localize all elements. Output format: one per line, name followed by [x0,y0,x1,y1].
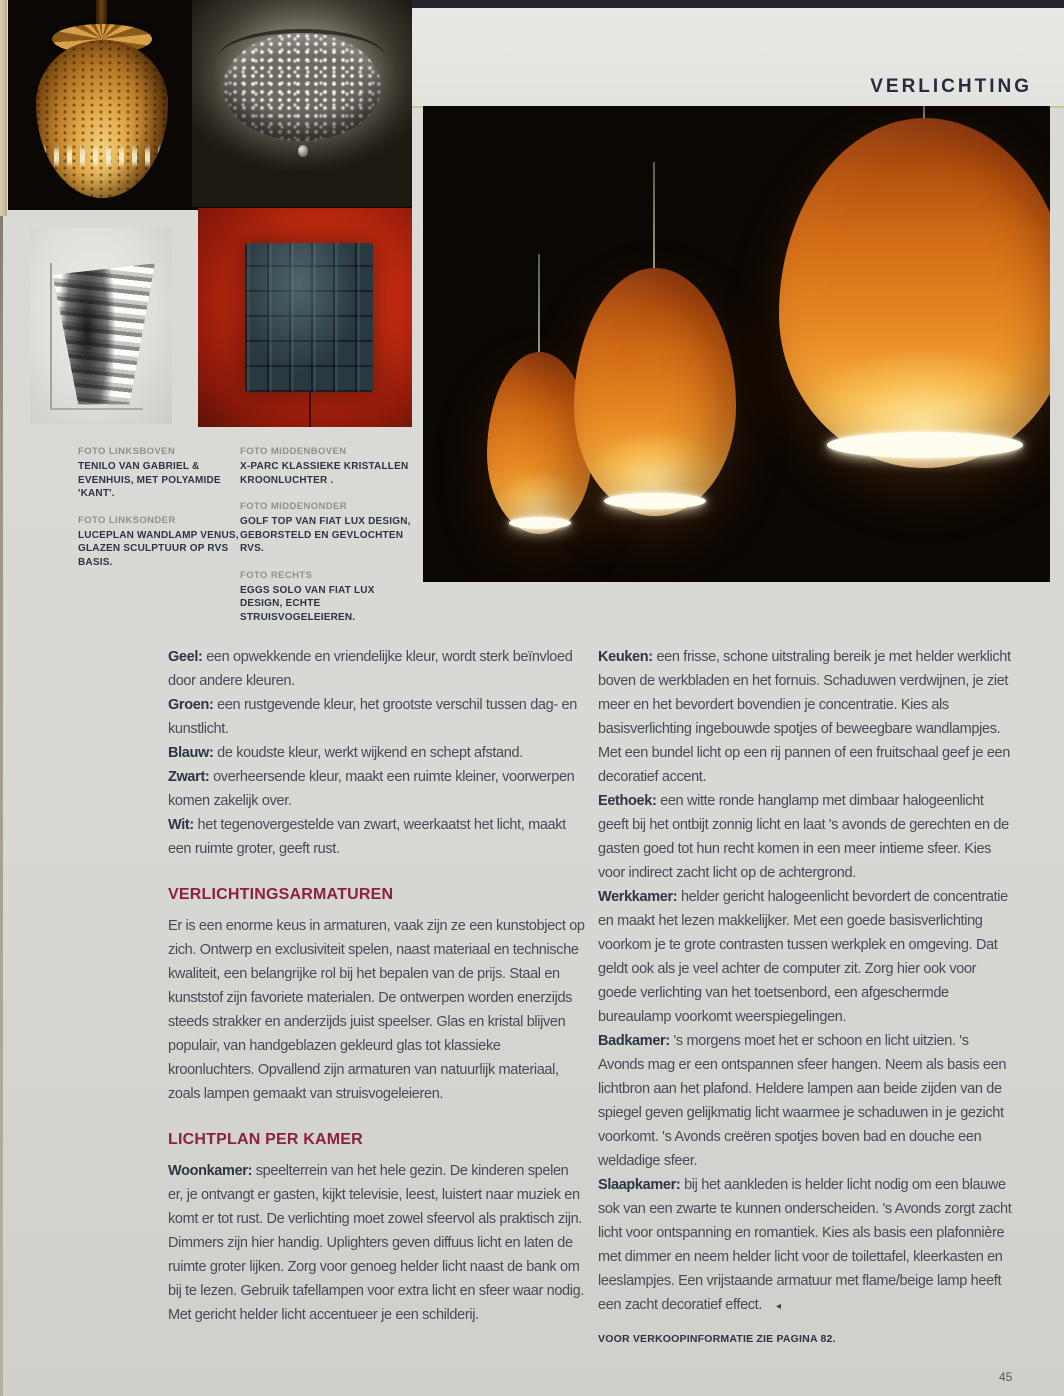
room-item [598,645,1016,789]
photo-eggs-pendant-lamps [423,106,1050,582]
room-term: Keuken: [598,649,653,665]
color-item [168,645,586,693]
pendant-light-band [41,144,162,168]
photo-venus-wall-lamp [30,228,172,424]
photo-amber-bead-pendant [30,0,175,205]
room-text: 's morgens moet het er schoon en licht uitzien. 's Avonds mag er een ontspannen sfeer hangen. Neem als basis een lichtbron aan het plafond. Heldere lampen aan beide zijden van de spiegel geven gelijkmatig licht waarmee je schaduwen in je gezicht voorkomt. 's Avonds creëren spotjes boven bad en douche een weldadige sfeer. [598,1033,1007,1169]
caption-label: FOTO RECHTS [240,569,313,581]
color-text: een rustgevende kleur, het grootste verschil tussen dag- en kunstlicht. [168,697,577,737]
photo-block-top-left [8,0,412,210]
room-text: speelterrein van het hele gezin. De kinderen spelen er, je ontvangt er gasten, kijkt televisie, leest, luistert naar muziek en komt er tot rust. De verlichting moet zowel sfeervol als praktisch zijn. Dimmers zijn hier handig. Uplighters geven diffuus licht en laten de ruimte groter lijken. Zorg voor genoeg helder licht naast de bank om bij te lezen. Gebruik tafellampen voor extra licht en sfeer waar nodig. Met gericht helder licht accentueer je een schilderij. [168,1163,585,1323]
photo-caption [78,515,250,570]
room-term: Eethoek: [598,793,657,809]
photo-caption [240,446,420,487]
lamp-cord [653,162,655,274]
captions-column-2 [240,446,420,638]
room-item [598,789,1016,885]
color-text: de koudste kleur, werkt wijkend en schept afstand. [217,745,523,761]
photo-caption [78,446,250,501]
photo-caption [240,501,420,556]
egg-lamp-opening [509,517,571,529]
color-item [168,693,586,741]
color-term: Blauw: [168,745,214,761]
caption-label: FOTO MIDDENONDER [240,501,348,512]
pendant-shade [36,40,168,198]
room-term: Badkamer: [598,1033,670,1049]
color-item [168,813,586,861]
chandelier-crystals [223,33,381,141]
egg-lamp-medium [574,268,736,516]
lamp-cord [538,254,540,358]
sales-info-note: VOOR VERKOOPINFORMATIE ZIE PAGINA 82. [598,1333,836,1345]
room-item [598,1173,1016,1319]
page-left-edge-top [0,0,7,216]
color-term: Zwart: [168,769,210,785]
room-text: helder gericht halogeenlicht bevordert de concentratie en maakt het lezen makkelijker. Met een goede basisverlichting voorkom je te grote contrasten tussen werkplek en omgeving. Dat geldt ook als je veel achter de computer zit. Zorg hier ook voor goede verlichting van het toetsenbord, een afgeschermde bureaulamp voorkomt weerspiegelingen. [598,889,1008,1025]
top-dark-strip [412,0,1064,8]
color-text: een opwekkende en vriendelijke kleur, wordt sterk beïnvloed door andere kleuren. [168,649,573,689]
header-band [412,8,1064,108]
caption-text: X-PARC KLASSIEKE KRISTALLEN KROONLUCHTER . [240,461,409,486]
caption-text: GOLF TOP VAN FIAT LUX DESIGN, GEBORSTELD EN GEVLOCHTEN RVS. [240,516,411,554]
room-text: een frisse, schone uitstraling bereik je met helder werklicht boven de werkbladen en het fornuis. Schaduwen verdwijnen, je ziet meer en het bevordert bovendien je concentratie. Kies als basisverlichting ingebouwde spotjes of beweegbare wandlampjes. Met een bundel licht op een rij pannen of een fruitschaal geef je een decoratief accent. [598,649,1011,785]
color-term: Groen: [168,697,214,713]
color-text: overheersende kleur, maakt een ruimte kleiner, voorwerpen komen zakelijk over. [168,769,575,809]
section-heading-lichtplan: LICHTPLAN PER KAMER [168,1131,363,1148]
photo-crystal-chandelier [192,0,412,207]
color-term: Geel: [168,649,203,665]
section-heading-armaturen: VERLICHTINGSARMATUREN [168,886,394,903]
color-item [168,741,586,765]
room-term: Woonkamer: [168,1163,253,1179]
egg-lamp-opening [827,432,1023,458]
caption-label: FOTO MIDDENBOVEN [240,446,347,457]
caption-text: TENILO VAN GABRIEL & EVENHUIS, MET POLYAMIDE 'KANT'. [78,461,221,499]
room-item [598,885,1016,1029]
room-term: Slaapkamer: [598,1177,681,1193]
caption-text: EGGS SOLO VAN FIAT LUX DESIGN, ECHTE STRUISVOGELEIEREN. [240,584,375,623]
woven-panel [245,243,373,392]
egg-lamp-opening [604,493,706,509]
room-item [168,1159,586,1327]
text-column-right [598,645,1016,1351]
page-number: 45 [999,1370,1013,1384]
room-text: bij het aankleden is helder licht nodig om een blauwe sok van een zwarte te kunnen onderscheiden. 's Avonds zorgt zacht licht voor ontspanning en romantiek. Kies als basis een plafonnière met dimmer en neem helder licht voor de toilettafel, kleerkasten en leeslampjes. Een vrijstaande armatuur met flame/beige lamp heeft een zacht decoratief effect. [598,1177,1012,1313]
room-text: een witte ronde hanglamp met dimbaar halogeenlicht geeft bij het ontbijt zonnig licht en laat 's avonds de gerechten en de gasten goed tot hun recht komen in een meer intieme sfeer. Kies voor indirect zacht licht op de achtergrond. [598,793,1009,881]
room-term: Werkkamer: [598,889,678,905]
captions-column-1 [78,446,250,583]
egg-lamp-large [779,118,1050,468]
caption-text: LUCEPLAN WANDLAMP VENUS, GLAZEN SCULPTUUR OP RVS BASIS. [78,529,239,568]
caption-label: FOTO LINKSONDER [78,514,176,526]
color-text: het tegenovergestelde van zwart, weerkaatst het licht, maakt een ruimte groter, geeft rust. [168,817,566,857]
caption-label: FOTO LINKSBOVEN [78,446,176,457]
panel-cord [309,392,311,427]
color-item [168,765,586,813]
text-column-left [168,645,586,1327]
page-title: VERLICHTING [870,76,1032,97]
end-of-article-mark: ◂ [776,1301,781,1312]
color-term: Wit: [168,817,194,833]
room-item [598,1029,1016,1173]
section-body-armaturen: Er is een enorme keus in armaturen, vaak zijn ze een kunstobject op zich. Ontwerp en exclusiviteit spelen, naast materiaal en technische kwaliteit, een belangrijke rol bij het bepalen van de prijs. Staal en kunststof zijn favoriete materialen. De ontwerpen worden enerzijds steeds strakker en anderzijds juist speelser. Glas en kristal blijven populair, van handgeblazen gekleurd glas tot klassieke kroonluchters. Opvallend zijn armaturen van natuurlijk materiaal, zoals lampen gemaakt van struisvogeleieren. [168,918,585,1102]
chandelier-finial [298,145,308,157]
photo-woven-metal-panel [198,208,412,427]
photo-caption [240,570,420,625]
